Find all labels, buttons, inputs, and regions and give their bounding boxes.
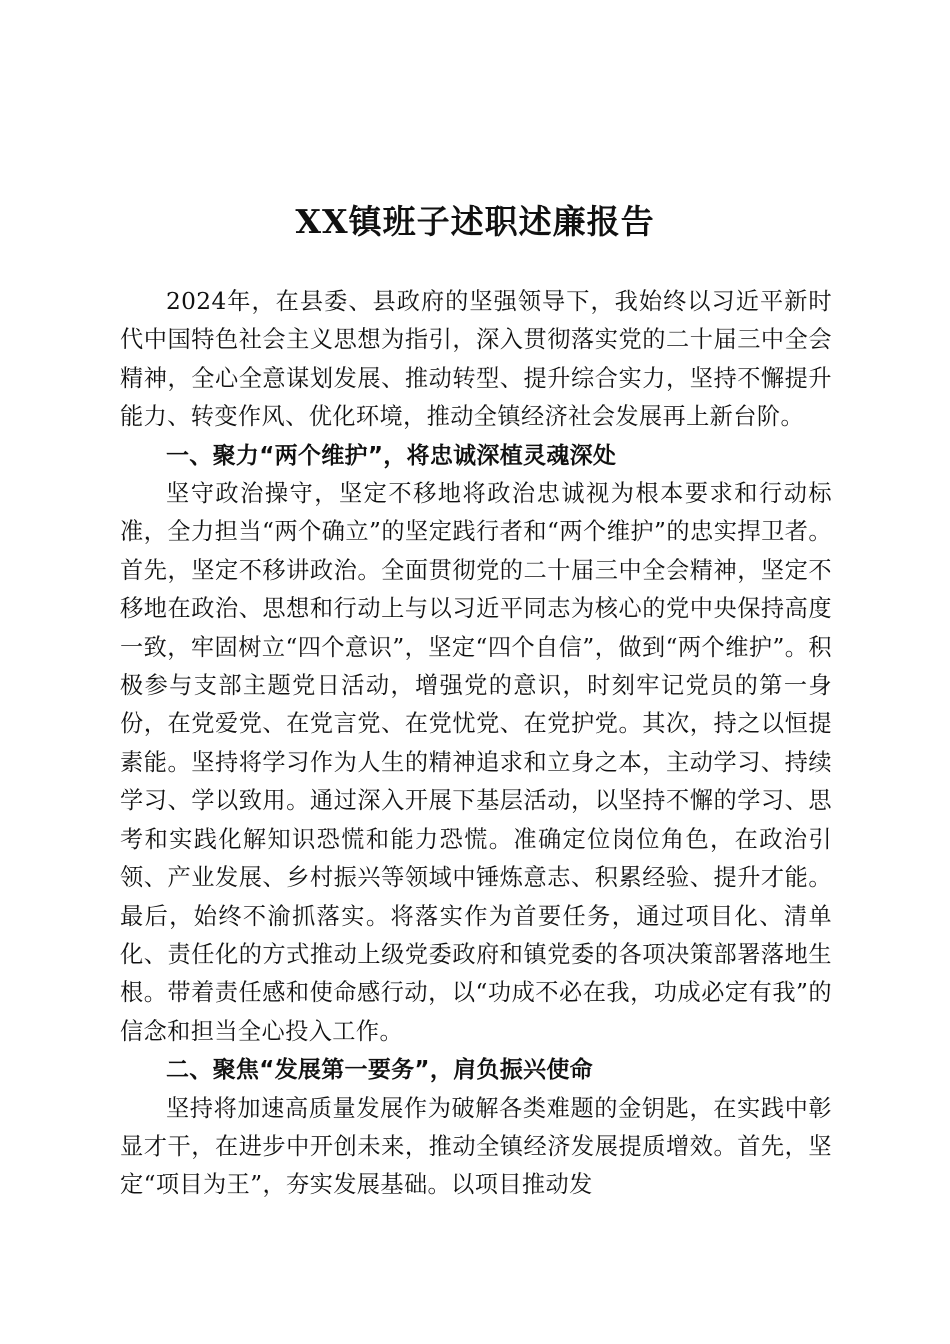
document-body	[120, 283, 832, 1205]
section-1-heading: 一、聚力“两个维护”，将忠诚深植灵魂深处	[166, 442, 617, 469]
section-2-paragraph: 坚持将加速高质量发展作为破解各类难题的金钥匙，在实践中彰显才干，在进步中开创未来，推动全镇经济发展提质增效。首先，坚定“项目为王”，夯实发展基础。以项目推动发	[120, 1094, 832, 1199]
document-title: XX镇班子述职述廉报告	[295, 202, 655, 241]
section-1-paragraph: 坚守政治操守，坚定不移地将政治忠诚视为根本要求和行动标准，全力担当“两个确立”的坚定践行者和“两个维护”的忠实捍卫者。首先，坚定不移讲政治。全面贯彻党的二十届三中全会精神，坚定不移地在政治、思想和行动上与以习近平同志为核心的党中央保持高度一致，牢固树立“四个意识”，坚定“四个自信”，做到“两个维护”。积极参与支部主题党日活动，增强党的意识，时刻牢记党员的第一身份，在党爱党、在党言党、在党忧党、在党护党。其次，持之以恒提素能。坚持将学习作为人生的精神追求和立身之本，主动学习、持续学习、学以致用。通过深入开展下基层活动，以坚持不懈的学习、思考和实践化解知识恐慌和能力恐慌。准确定位岗位角色，在政治引领、产业发展、乡村振兴等领域中锤炼意志、积累经验、提升才能。最后，始终不渝抓落实。将落实作为首要任务，通过项目化、清单化、责任化的方式推动上级党委政府和镇党委的各项决策部署落地生根。带着责任感和使命感行动，以“功成不必在我，功成必定有我”的信念和担当全心投入工作。	[120, 480, 832, 1045]
intro-paragraph: 2024年，在县委、县政府的坚强领导下，我始终以习近平新时代中国特色社会主义思想为指引，深入贯彻落实党的二十届三中全会精神，全心全意谋划发展、推动转型、提升综合实力，坚持不懈提升能力、转变作风、优化环境，推动全镇经济社会发展再上新台阶。	[120, 288, 832, 431]
section-2-heading: 二、聚焦“发展第一要务”，肩负振兴使命	[166, 1057, 593, 1084]
